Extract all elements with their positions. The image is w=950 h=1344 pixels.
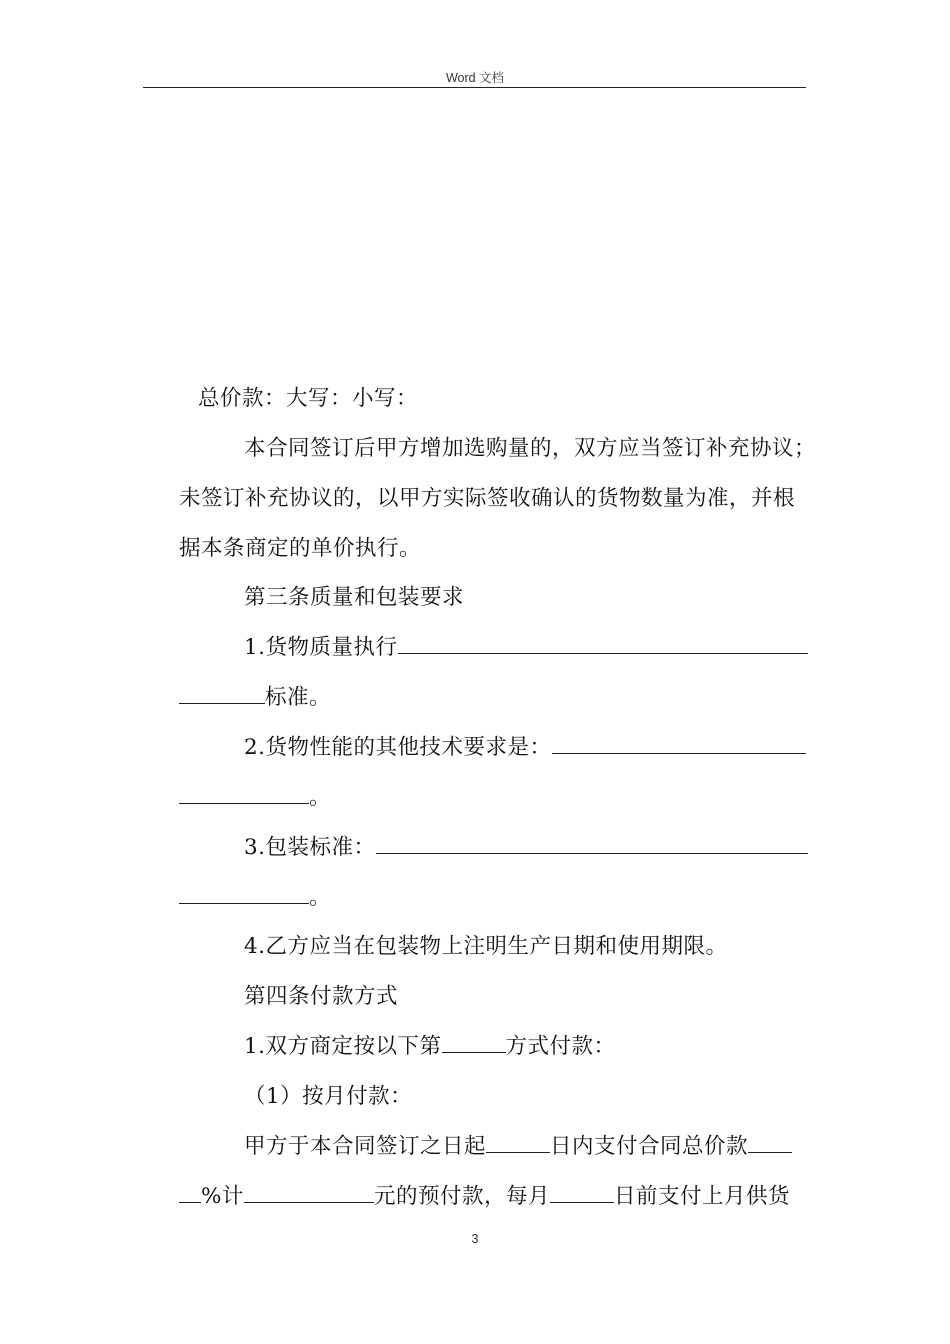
fill-blank[interactable] bbox=[179, 685, 265, 704]
clause-3-1-cont bbox=[179, 685, 331, 711]
clause-text: 3.包装标准： bbox=[244, 835, 376, 860]
fill-blank[interactable] bbox=[179, 885, 309, 904]
page-header: Word 文档 bbox=[445, 71, 505, 85]
clause-3-3-cont bbox=[179, 885, 331, 911]
clause-4-1-1: （1）按月付款： bbox=[244, 1084, 413, 1109]
page-number: 3 bbox=[471, 1232, 479, 1246]
fill-blank[interactable] bbox=[552, 735, 806, 754]
fill-blank[interactable] bbox=[550, 1184, 614, 1203]
clause-text: %计 bbox=[201, 1184, 244, 1209]
fill-blank[interactable] bbox=[179, 785, 309, 804]
clause-text: 日前支付上月供货 bbox=[613, 1184, 790, 1209]
clause-text: 标准。 bbox=[265, 685, 332, 710]
fill-blank[interactable] bbox=[376, 835, 808, 854]
clause-text: 1.双方商定按以下第 bbox=[244, 1034, 442, 1059]
section-heading-3: 第三条质量和包装要求 bbox=[244, 585, 465, 610]
paragraph-line: 本合同签订后甲方增加选购量的，双方应当签订补充协议； bbox=[244, 436, 817, 461]
section-heading-4: 第四条付款方式 bbox=[244, 984, 399, 1009]
clause-4-1 bbox=[244, 1034, 616, 1060]
clause-3-2 bbox=[244, 735, 806, 761]
clause-3-2-cont bbox=[179, 785, 331, 811]
fill-blank[interactable] bbox=[748, 1134, 792, 1153]
clause-text: 甲方于本合同签订之日起 bbox=[244, 1134, 487, 1159]
clause-text: 。 bbox=[309, 785, 332, 810]
payment-line-cont bbox=[179, 1184, 790, 1210]
clause-text: 。 bbox=[309, 885, 332, 910]
fill-blank[interactable] bbox=[179, 1184, 201, 1203]
clause-text: 方式付款： bbox=[505, 1034, 616, 1059]
paragraph-line: 未签订补充协议的，以甲方实际签收确认的货物数量为准，并根 bbox=[179, 486, 796, 511]
clause-3-1 bbox=[244, 635, 808, 661]
clause-3-3 bbox=[244, 835, 808, 861]
header-rule bbox=[143, 87, 806, 88]
clause-3-4: 4.乙方应当在包装物上注明生产日期和使用期限。 bbox=[244, 934, 728, 959]
clause-text: 1.货物质量执行 bbox=[244, 635, 398, 660]
fill-blank[interactable] bbox=[398, 635, 808, 654]
fill-blank[interactable] bbox=[442, 1034, 506, 1053]
clause-text: 2.货物性能的其他技术要求是： bbox=[244, 735, 552, 760]
fill-blank[interactable] bbox=[244, 1184, 374, 1203]
clause-text: 日内支付合同总价款 bbox=[550, 1134, 749, 1159]
clause-text: 元的预付款，每月 bbox=[373, 1184, 550, 1209]
fill-blank[interactable] bbox=[486, 1134, 550, 1153]
total-price-line: 总价款：大写：小写： bbox=[198, 386, 419, 411]
payment-line bbox=[244, 1134, 792, 1160]
paragraph-line: 据本条商定的单价执行。 bbox=[179, 536, 422, 561]
